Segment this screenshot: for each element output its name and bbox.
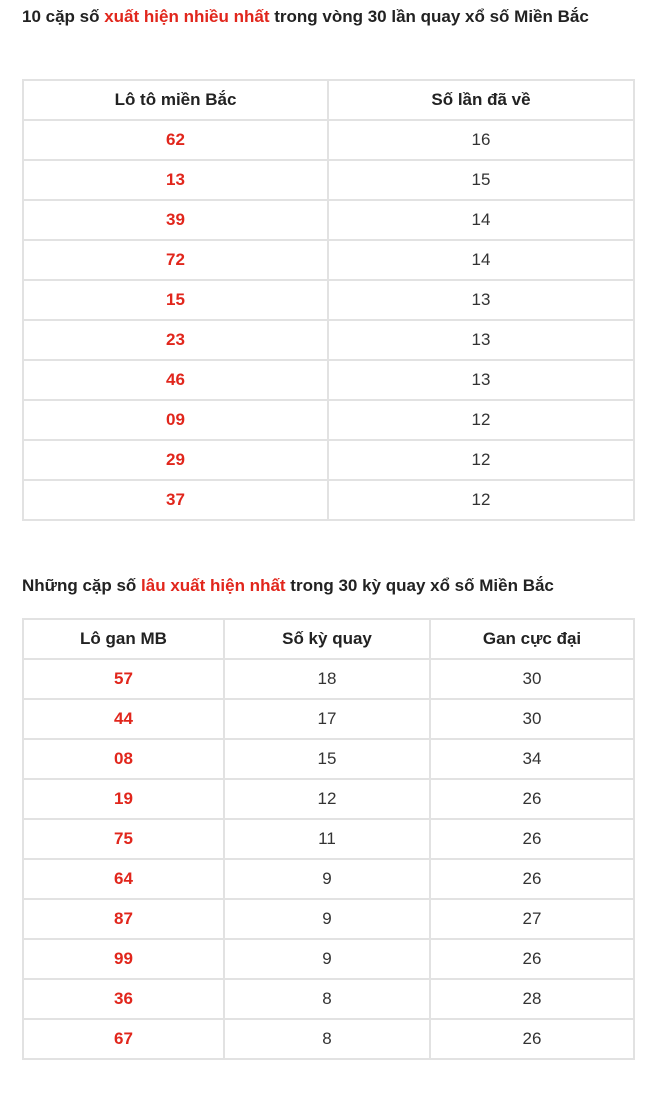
- section2-title-post: trong 30 kỳ quay xổ số Miền Bắc: [285, 576, 554, 595]
- count-cell: 13: [328, 320, 634, 360]
- draws-cell: 8: [224, 1019, 430, 1059]
- draws-cell: 17: [224, 699, 430, 739]
- draws-cell: 12: [224, 779, 430, 819]
- lotto-number-cell: 44: [23, 699, 224, 739]
- table-row: [23, 739, 634, 779]
- table-row: [23, 120, 634, 160]
- column-header-count: Số lần đã về: [328, 80, 634, 120]
- lotto-number-cell: 62: [23, 120, 328, 160]
- count-cell: 12: [328, 440, 634, 480]
- draws-cell: 18: [224, 659, 430, 699]
- count-cell: 14: [328, 200, 634, 240]
- section2-heading: [22, 572, 634, 600]
- max-gap-cell: 27: [430, 899, 634, 939]
- max-gap-cell: 26: [430, 819, 634, 859]
- lotto-number-cell: 87: [23, 899, 224, 939]
- table-row: [23, 659, 634, 699]
- max-gap-cell: 26: [430, 1019, 634, 1059]
- long-absent-table: [22, 618, 635, 1060]
- section2-title-highlight: lâu xuất hiện nhất: [141, 576, 286, 595]
- max-gap-cell: 30: [430, 699, 634, 739]
- column-header-draws: Số kỳ quay: [224, 619, 430, 659]
- lotto-number-cell: 57: [23, 659, 224, 699]
- table-row: [23, 400, 634, 440]
- table-row: [23, 200, 634, 240]
- max-gap-cell: 28: [430, 979, 634, 1019]
- lotto-number-cell: 64: [23, 859, 224, 899]
- column-header-max-gap: Gan cực đại: [430, 619, 634, 659]
- top-frequency-table: [22, 79, 635, 521]
- lotto-number-cell: 75: [23, 819, 224, 859]
- lotto-number-cell: 13: [23, 160, 328, 200]
- lotto-number-cell: 19: [23, 779, 224, 819]
- section2-title-pre: Những cặp số: [22, 576, 142, 595]
- section1-title-post: trong vòng 30 lần quay xổ số Miền Bắc: [269, 7, 589, 26]
- table-header-row: [23, 80, 634, 120]
- count-cell: 14: [328, 240, 634, 280]
- max-gap-cell: 30: [430, 659, 634, 699]
- lotto-number-cell: 08: [23, 739, 224, 779]
- lotto-number-cell: 46: [23, 360, 328, 400]
- draws-cell: 15: [224, 739, 430, 779]
- table-row: [23, 859, 634, 899]
- lotto-number-cell: 72: [23, 240, 328, 280]
- table-row: [23, 1019, 634, 1059]
- section1-title-highlight: xuất hiện nhiều nhất: [104, 7, 270, 26]
- table-row: [23, 779, 634, 819]
- table-row: [23, 480, 634, 520]
- table-row: [23, 440, 634, 480]
- count-cell: 13: [328, 280, 634, 320]
- table-row: [23, 320, 634, 360]
- max-gap-cell: 26: [430, 779, 634, 819]
- count-cell: 13: [328, 360, 634, 400]
- section1-heading: [22, 3, 634, 31]
- table-row: [23, 699, 634, 739]
- draws-cell: 9: [224, 899, 430, 939]
- lotto-number-cell: 39: [23, 200, 328, 240]
- lotto-number-cell: 23: [23, 320, 328, 360]
- table-row: [23, 979, 634, 1019]
- max-gap-cell: 26: [430, 939, 634, 979]
- table-row: [23, 899, 634, 939]
- draws-cell: 9: [224, 939, 430, 979]
- table-row: [23, 280, 634, 320]
- draws-cell: 8: [224, 979, 430, 1019]
- lotto-number-cell: 09: [23, 400, 328, 440]
- max-gap-cell: 34: [430, 739, 634, 779]
- count-cell: 12: [328, 480, 634, 520]
- count-cell: 15: [328, 160, 634, 200]
- table-row: [23, 939, 634, 979]
- table-row: [23, 160, 634, 200]
- draws-cell: 9: [224, 859, 430, 899]
- count-cell: 16: [328, 120, 634, 160]
- column-header-lo-gan: Lô gan MB: [23, 619, 224, 659]
- table-header-row: [23, 619, 634, 659]
- table-row: [23, 819, 634, 859]
- lotto-number-cell: 29: [23, 440, 328, 480]
- draws-cell: 11: [224, 819, 430, 859]
- max-gap-cell: 26: [430, 859, 634, 899]
- lotto-number-cell: 15: [23, 280, 328, 320]
- column-header-lotto: Lô tô miền Bắc: [23, 80, 328, 120]
- count-cell: 12: [328, 400, 634, 440]
- lotto-number-cell: 67: [23, 1019, 224, 1059]
- lotto-number-cell: 37: [23, 480, 328, 520]
- table-row: [23, 360, 634, 400]
- table-row: [23, 240, 634, 280]
- lotto-number-cell: 36: [23, 979, 224, 1019]
- lotto-number-cell: 99: [23, 939, 224, 979]
- section1-title-pre: 10 cặp số: [22, 7, 105, 26]
